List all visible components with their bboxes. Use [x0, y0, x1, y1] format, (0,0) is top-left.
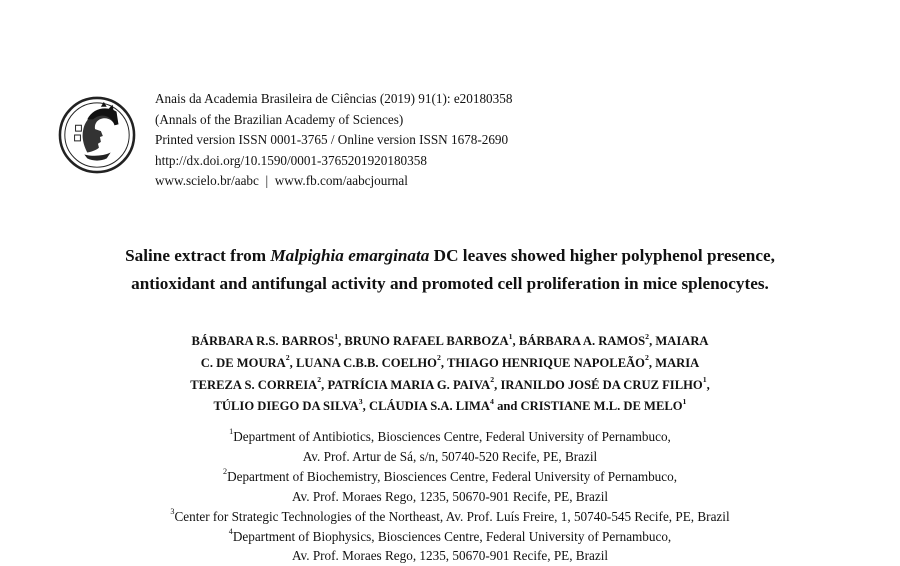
article-title [0, 242, 900, 298]
title-line-2: antioxidant and antifungal activity and promoted cell proliferation in mice splenocytes. [131, 274, 769, 293]
author-name: BÁRBARA A. RAMOS [518, 334, 646, 348]
journal-web-links[interactable]: www.scielo.br/aabc | www.fb.com/aabcjournal [155, 173, 408, 189]
author-name: THIAGO HENRIQUE NAPOLEÃO [446, 355, 645, 370]
species-name: Malpighia emarginata [270, 246, 430, 265]
author-line-3: TEREZA S. CORREIA$^2$, PATRÍCIA MARIA G. PAIVA$^2$, IRANILDO JOSÉ DA CRUZ FILHO$^1$, [190, 375, 710, 392]
author-name: LUANA C.B.B. COELHO [295, 355, 437, 370]
affiliation-1-line-1: $^1$Department of Antibiotics, Biosciences Centre, Federal University of Pernambuco, [229, 427, 671, 444]
author-name: IRANILDO JOSÉ DA CRUZ FILHO [500, 377, 703, 392]
journal-info [155, 89, 512, 192]
author-name: BRUNO RAFAEL BARBOZA [344, 334, 509, 348]
author-name: C. DE MOURA [200, 355, 286, 370]
academy-logo-icon [58, 96, 136, 174]
author-list [0, 331, 900, 418]
affiliation-4-line-2: Av. Prof. Moraes Rego, 1235, 50670-901 Recife, PE, Brazil [291, 548, 609, 564]
author-name: BÁRBARA R.S. BARROS [191, 334, 335, 348]
journal-citation: Anais da Academia Brasileira de Ciências (2019) 91(1): e20180358 [155, 91, 513, 106]
affiliation-2-line-1: $^2$Department of Biochemistry, Biosciences Centre, Federal University of Pernambuco, [222, 467, 678, 484]
affiliation-2-line-2: Av. Prof. Moraes Rego, 1235, 50670-901 Recife, PE, Brazil [291, 488, 609, 504]
author-name: TEREZA S. CORREIA [190, 377, 318, 392]
journal-english-name: (Annals of the Brazilian Academy of Sciences) [155, 111, 404, 127]
affiliation-list [0, 427, 900, 566]
author-line-4: TÚLIO DIEGO DA SILVA$^3$, CLÁUDIA S.A. LIMA$^4$ and CRISTIANE M.L. DE MELO$^1$ [213, 397, 687, 414]
author-name: CRISTIANE M.L. DE MELO [520, 399, 683, 414]
affiliation-3-line-1: $^3$Center for Strategic Technologies of the Northeast, Av. Prof. Luís Freire, 1, 50740-545 Recife, PE, Brazil [170, 507, 730, 524]
journal-issn: Printed version ISSN 0001-3765 / Online version ISSN 1678-2690 [155, 132, 509, 148]
affiliation-4-line-1: $^4$Department of Biophysics, Biosciences Centre, Federal University of Pernambuco, [228, 526, 672, 544]
title-line-1: Saline extract from Malpighia emarginata DC leaves showed higher polyphenol presence, [125, 246, 775, 265]
affiliation-1-line-2: Av. Prof. Artur de Sá, s/n, 50740-520 Recife, PE, Brazil [302, 448, 598, 464]
journal-doi-link[interactable]: http://dx.doi.org/10.1590/0001-3765201920180358 [155, 152, 427, 168]
author-line-1: BÁRBARA R.S. BARROS$^1$, BRUNO RAFAEL BARBOZA$^1$, BÁRBARA A. RAMOS$^2$, MAIARA [191, 331, 709, 348]
author-line-2: C. DE MOURA$^2$, LUANA C.B.B. COELHO$^2$, THIAGO HENRIQUE NAPOLEÃO$^2$, MARIA [200, 353, 700, 370]
author-name: PATRÍCIA MARIA G. PAIVA [327, 377, 491, 392]
author-name: CLÁUDIA S.A. LIMA [368, 399, 491, 414]
author-name: TÚLIO DIEGO DA SILVA [213, 399, 359, 414]
